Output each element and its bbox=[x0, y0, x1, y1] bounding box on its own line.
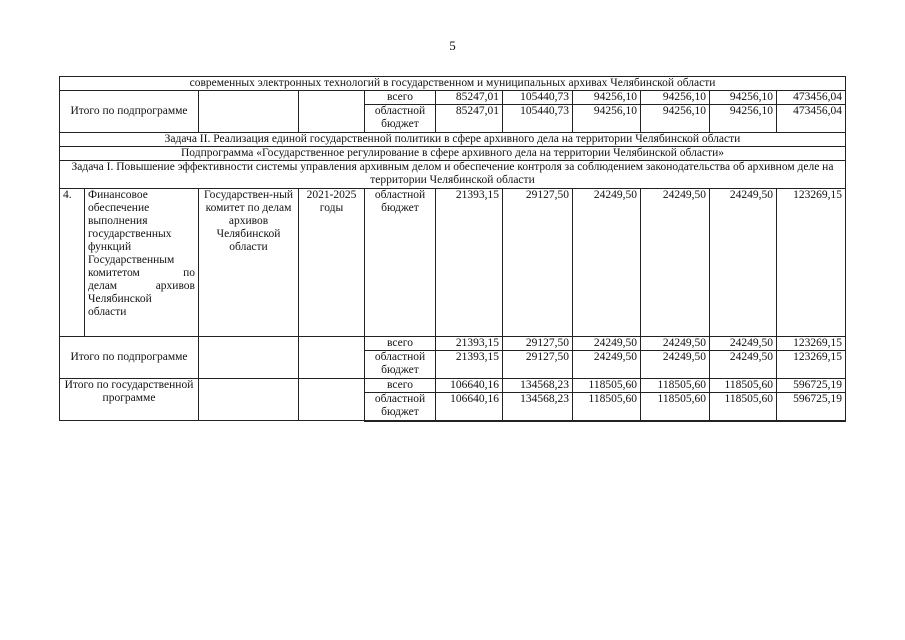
subprogram-heading: Подпрограмма «Государственное регулирование в сфере архивного дела на территории Челябинской области» bbox=[60, 147, 846, 161]
value-cell: 118505,60 bbox=[710, 379, 777, 393]
subprogram-total-row bbox=[60, 91, 846, 105]
subprogram-row bbox=[60, 147, 846, 161]
value-cell: 118505,60 bbox=[573, 379, 641, 393]
source-all: всего bbox=[365, 337, 436, 351]
item-name-line: Челябинской bbox=[88, 293, 152, 305]
empty-cell bbox=[299, 337, 365, 379]
item-name-line: государственных bbox=[88, 228, 172, 240]
item-name-line: обеспечение bbox=[88, 202, 150, 214]
item-name bbox=[85, 189, 199, 337]
value-cell: 94256,10 bbox=[710, 105, 777, 133]
value-cell: 473456,04 bbox=[777, 105, 846, 133]
value-cell: 85247,01 bbox=[436, 105, 503, 133]
value-cell: 134568,23 bbox=[503, 379, 573, 393]
source-budget: областной бюджет bbox=[365, 393, 436, 421]
item-name-line: комитетом по bbox=[88, 267, 195, 279]
item-name-line: функций bbox=[88, 241, 132, 253]
value-cell: 596725,19 bbox=[777, 393, 846, 421]
value-cell: 21393,15 bbox=[436, 351, 503, 379]
value-cell: 118505,60 bbox=[641, 379, 710, 393]
value-cell: 94256,10 bbox=[573, 105, 641, 133]
empty-cell bbox=[199, 91, 299, 133]
value-cell: 24249,50 bbox=[710, 189, 777, 337]
item-number: 4. bbox=[60, 189, 85, 337]
item-name-line: делам архивов bbox=[88, 280, 195, 292]
continuation-header: современных электронных технологий в государственном и муниципальных архивах Челябинской области bbox=[60, 77, 846, 91]
task-1-heading: Задача I. Повышение эффективности системы управления архивным делом и обеспечение контроля за соблюдением законодательства об архивном деле на территории Челябинской области bbox=[60, 161, 846, 189]
empty-cell bbox=[299, 91, 365, 133]
value-cell: 24249,50 bbox=[641, 351, 710, 379]
subprogram-total-label: Итого по подпрограмме bbox=[60, 91, 199, 133]
item-4-row bbox=[60, 189, 846, 337]
item-name-line: Государственным bbox=[88, 254, 175, 266]
value-cell: 85247,01 bbox=[436, 91, 503, 105]
value-cell: 118505,60 bbox=[641, 393, 710, 421]
value-cell: 134568,23 bbox=[503, 393, 573, 421]
value-cell: 105440,73 bbox=[503, 91, 573, 105]
value-cell: 473456,04 bbox=[777, 91, 846, 105]
empty-cell bbox=[199, 337, 299, 379]
source-all: всего bbox=[365, 91, 436, 105]
page-number: 5 bbox=[449, 38, 456, 53]
value-cell: 24249,50 bbox=[641, 337, 710, 351]
value-cell: 24249,50 bbox=[710, 337, 777, 351]
source-budget: областной бюджет bbox=[365, 351, 436, 379]
source-all: всего bbox=[365, 379, 436, 393]
item-name-line: Финансовое bbox=[88, 189, 148, 201]
value-cell: 24249,50 bbox=[573, 351, 641, 379]
value-cell: 123269,15 bbox=[777, 351, 846, 379]
value-cell: 24249,50 bbox=[641, 189, 710, 337]
value-cell: 24249,50 bbox=[710, 351, 777, 379]
item-name-line: выполнения bbox=[88, 215, 148, 227]
subprogram-total-row bbox=[60, 337, 846, 351]
continuation-header-row bbox=[60, 77, 846, 91]
value-cell: 94256,10 bbox=[573, 91, 641, 105]
value-cell: 94256,10 bbox=[641, 91, 710, 105]
empty-cell bbox=[299, 379, 365, 421]
value-cell: 24249,50 bbox=[573, 337, 641, 351]
subprogram-total-label: Итого по подпрограмме bbox=[60, 337, 199, 379]
value-cell: 106640,16 bbox=[436, 393, 503, 421]
source-budget: областной бюджет bbox=[365, 105, 436, 133]
item-source: областной бюджет bbox=[365, 189, 436, 337]
task-2-row bbox=[60, 133, 846, 147]
value-cell: 24249,50 bbox=[573, 189, 641, 337]
item-period: 2021-2025 годы bbox=[299, 189, 365, 337]
value-cell: 29127,50 bbox=[503, 351, 573, 379]
item-name-line: области bbox=[88, 306, 127, 318]
value-cell: 123269,15 bbox=[777, 337, 846, 351]
value-cell: 118505,60 bbox=[573, 393, 641, 421]
value-cell: 106640,16 bbox=[436, 379, 503, 393]
item-executor: Государствен-ный комитет по делам архивов Челябинской области bbox=[199, 189, 299, 337]
value-cell: 118505,60 bbox=[710, 393, 777, 421]
value-cell: 21393,15 bbox=[436, 337, 503, 351]
value-cell: 596725,19 bbox=[777, 379, 846, 393]
value-cell: 123269,15 bbox=[777, 189, 846, 337]
program-total-label: Итого по государственной программе bbox=[60, 379, 199, 421]
budget-table bbox=[59, 76, 846, 422]
value-cell: 94256,10 bbox=[710, 91, 777, 105]
value-cell: 29127,50 bbox=[503, 337, 573, 351]
value-cell: 105440,73 bbox=[503, 105, 573, 133]
task-2-heading: Задача II. Реализация единой государственной политики в сфере архивного дела на территории Челябинской области bbox=[60, 133, 846, 147]
value-cell: 94256,10 bbox=[641, 105, 710, 133]
value-cell: 29127,50 bbox=[503, 189, 573, 337]
value-cell: 21393,15 bbox=[436, 189, 503, 337]
program-total-row bbox=[60, 379, 846, 393]
empty-cell bbox=[199, 379, 299, 421]
task-1-row bbox=[60, 161, 846, 189]
